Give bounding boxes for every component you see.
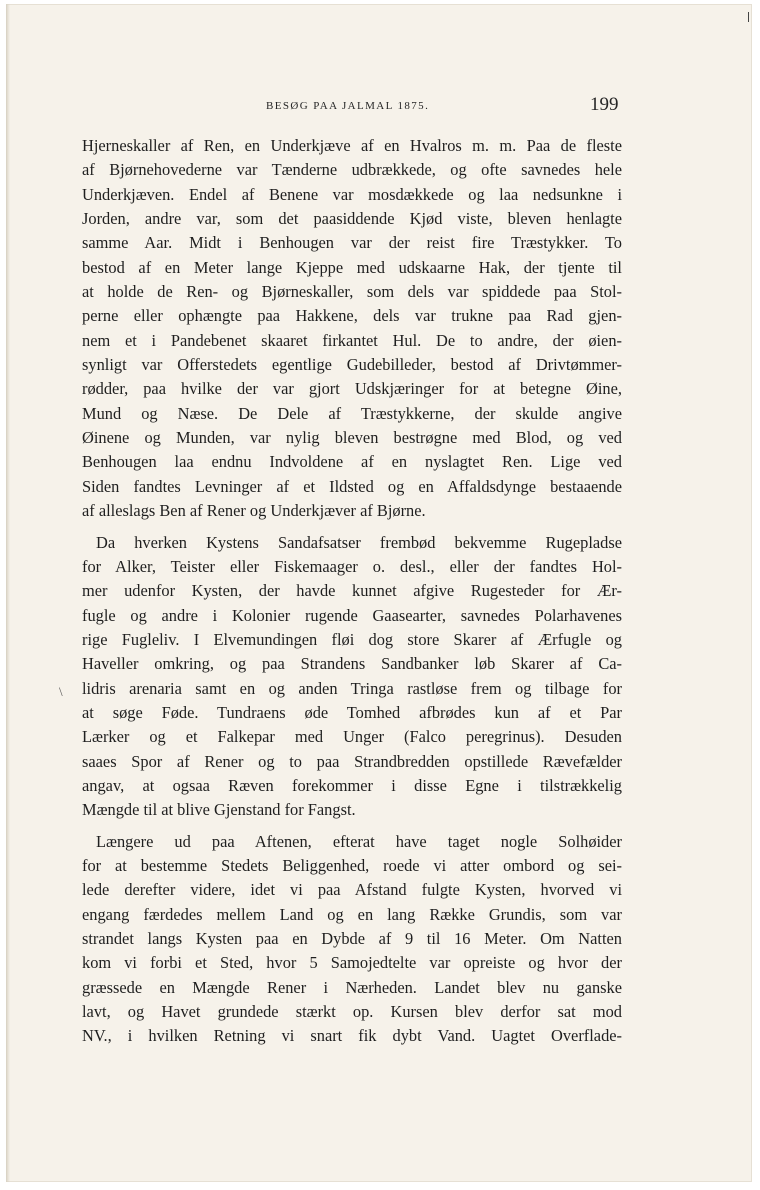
text-line: synligt var Offerstedets egentlige Gudebilleder, bestod af Drivtømmer- bbox=[82, 355, 622, 375]
text-line: angav, at ogsaa Ræven forekommer i disse Egne i tilstrækkelig bbox=[82, 775, 622, 795]
text-line: NV., i hvilken Retning vi snart fik dybt Vand. Uagtet Overflade- bbox=[82, 1026, 622, 1046]
text-line: Længere ud paa Aftenen, efterat have taget nogle Solhøider bbox=[96, 831, 622, 851]
text-line: mer udenfor Kysten, der havde kunnet afgive Rugesteder for Ær- bbox=[82, 581, 622, 601]
text-line: Haveller omkring, og paa Strandens Sandbanker løb Skarer af Ca- bbox=[82, 654, 622, 674]
text-line: Mængde til at blive Gjenstand for Fangst. bbox=[82, 800, 356, 820]
text-line: af alleslags Ben af Rener og Underkjæver af Bjørne. bbox=[82, 501, 426, 521]
text-line: Lærker og et Falkepar med Unger (Falco peregrinus). Desuden bbox=[82, 727, 622, 747]
text-line: at søge Føde. Tundraens øde Tomhed afbrødes kun af et Par bbox=[82, 702, 622, 722]
text-line: lavt, og Havet grundede stærkt op. Kursen blev derfor sat mod bbox=[82, 1002, 622, 1022]
text-line: Underkjæven. Endel af Benene var mosdækkede og laa nedsunkne i bbox=[82, 184, 622, 204]
text-line: for Alker, Teister eller Fiskemaager o. desl., eller der fandtes Hol- bbox=[82, 556, 622, 576]
paragraph-3 bbox=[82, 830, 622, 1049]
text-line: Siden fandtes Levninger af et Ildsted og en Affaldsdynge bestaaende bbox=[82, 476, 622, 496]
text-line: at holde de Ren- og Bjørneskaller, som dels var spiddede paa Stol- bbox=[82, 282, 622, 302]
text-line: Mund og Næse. De Dele af Træstykkerne, der skulde angive bbox=[82, 403, 622, 423]
body-text bbox=[82, 134, 622, 1056]
text-line: saaes Spor af Rener og to paa Strandbredden opstillede Rævefælder bbox=[82, 751, 622, 771]
text-line: for at bestemme Stedets Beliggenhed, roede vi atter ombord og sei- bbox=[82, 855, 622, 875]
text-line: samme Aar. Midt i Benhougen var der reist fire Træstykker. To bbox=[82, 233, 622, 253]
text-line: af Bjørnehovederne var Tænderne udbrækkede, og ofte savnedes hele bbox=[82, 160, 622, 180]
text-line: Da hverken Kystens Sandafsatser frembød bekvemme Rugepladse bbox=[96, 532, 622, 552]
text-line: rødder, paa hvilke der var gjort Udskjæringer for at betegne Øine, bbox=[82, 379, 622, 399]
text-line: rige Fugleliv. I Elvemundingen fløi dog store Skarer af Ærfugle og bbox=[82, 629, 622, 649]
paragraph-2 bbox=[82, 531, 622, 823]
paragraph-1 bbox=[82, 134, 622, 524]
margin-mark: \ bbox=[59, 684, 63, 699]
text-line: Øinene og Munden, var nylig bleven bestrøgne med Blod, og ved bbox=[82, 428, 622, 448]
corner-mark bbox=[748, 12, 749, 22]
text-line: Benhougen laa endnu Indvoldene af en nyslagtet Ren. Lige ved bbox=[82, 452, 622, 472]
text-line: Hjerneskaller af Ren, en Underkjæve af en Hvalros m. m. Paa de fleste bbox=[82, 136, 622, 155]
text-line: Jorden, andre var, som det paasiddende Kjød viste, bleven henlagte bbox=[82, 209, 622, 229]
book-page bbox=[6, 4, 752, 1182]
text-line: fugle og andre i Kolonier rugende Gaasearter, savnedes Polarhavenes bbox=[82, 605, 622, 625]
text-line: perne eller ophængte paa Hakkene, dels var trukne paa Rad gjen- bbox=[82, 306, 622, 326]
page-number: 199 bbox=[590, 94, 619, 115]
page-header bbox=[6, 96, 752, 120]
text-line: strandet langs Kysten paa en Dybde af 9 til 16 Meter. Om Natten bbox=[82, 929, 622, 948]
text-line: græssede en Mængde Rener i Nærheden. Landet blev nu ganske bbox=[82, 977, 622, 997]
text-line: lede derefter videre, idet vi paa Afstand fulgte Kysten, hvorved vi bbox=[82, 880, 622, 900]
text-line: engang færdedes mellem Land og en lang Række Grundis, som var bbox=[82, 904, 622, 924]
running-title: BESØG PAA JALMAL 1875. bbox=[266, 100, 430, 112]
text-line: lidris arenaria samt en og anden Tringa rastløse frem og tilbage for bbox=[82, 678, 622, 698]
text-line: nem et i Pandebenet skaaret firkantet Hul. De to andre, der øien- bbox=[82, 330, 622, 350]
text-line: kom vi forbi et Sted, hvor 5 Samojedtelte var opreiste og hvor der bbox=[82, 953, 622, 973]
text-line: bestod af en Meter lange Kjeppe med udskaarne Hak, der tjente til bbox=[82, 257, 622, 277]
